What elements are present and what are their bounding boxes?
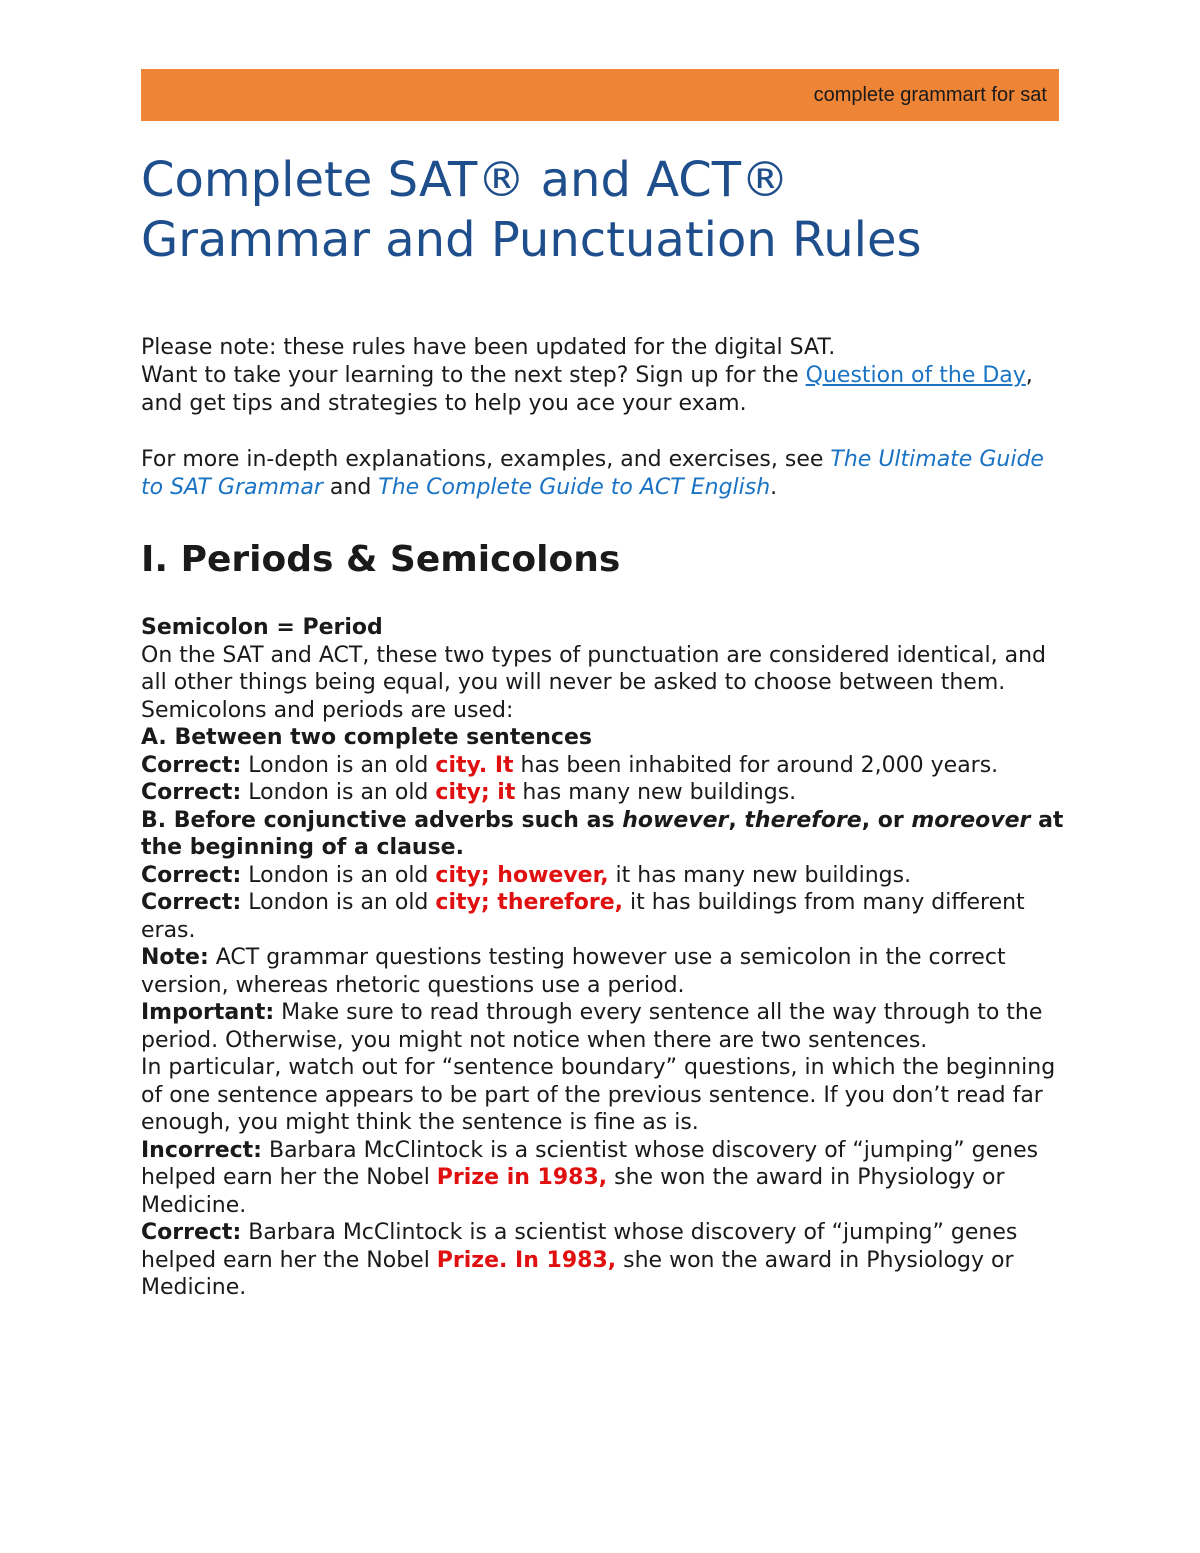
more-text-after: .: [770, 475, 778, 500]
example-3: [141, 862, 1071, 890]
correct-label: Correct:: [141, 752, 242, 778]
example-text: London is an old: [241, 862, 436, 888]
more-resources-paragraph: [141, 446, 1071, 502]
note-label: Note:: [141, 945, 209, 970]
rule-b-word: moreover: [911, 807, 1031, 833]
example-6: [141, 1219, 1071, 1302]
correct-label: Correct:: [141, 780, 242, 805]
correct-label: Correct:: [141, 862, 242, 888]
note-paragraph: [141, 944, 1071, 999]
example-text: has many new buildings.: [515, 780, 797, 805]
document-content: [141, 150, 1071, 1302]
important-label: Important:: [141, 1000, 275, 1025]
example-text: she won the award in Physiology or Medicine.: [141, 1165, 1005, 1218]
rule-b-text: ,: [728, 807, 745, 833]
cta-text-after: , and get tips and strategies to help you ace your exam.: [141, 363, 1033, 416]
cta-paragraph: [141, 362, 1071, 418]
example-text: Barbara McClintock is a scientist whose discovery of “jumping” genes helped earn her the Nobel: [141, 1220, 1018, 1273]
paragraph-used: Semicolons and periods are used:: [141, 697, 514, 723]
highlight-red: Prize. In 1983,: [436, 1247, 617, 1273]
header-bar: [141, 69, 1059, 121]
incorrect-label: Incorrect:: [141, 1137, 262, 1163]
sentence-boundary-paragraph: In particular, watch out for “sentence boundary” questions, in which the beginning of one sentence appears to be part of the previous sentence. If you don’t read far enough, you might think the sentence is fine as is.: [141, 1055, 1056, 1135]
complete-guide-act-link[interactable]: The Complete Guide to ACT English: [378, 475, 771, 500]
example-text: has been inhabited for around 2,000 years.: [513, 752, 999, 778]
title-line-1: Complete SAT® and ACT®: [141, 152, 790, 208]
header-text: complete grammart for sat: [813, 83, 1047, 106]
example-text: London is an old: [241, 752, 436, 778]
more-text-mid: and: [329, 475, 379, 500]
example-4: [141, 889, 1071, 944]
example-text: London is an old: [241, 780, 436, 805]
note-text: ACT grammar questions testing however use a semicolon in the correct version, whereas rhetoric questions use a period.: [141, 945, 1006, 998]
rule-b-text: at the beginning of a clause.: [141, 807, 1064, 860]
subtitle-semicolon-period: Semicolon = Period: [141, 615, 383, 640]
highlight-red: city. It: [435, 752, 514, 778]
paragraph-identical: On the SAT and ACT, these two types of punctuation are considered identical, and all other things being equal, you will never be asked to choose between them.: [141, 642, 1046, 695]
example-text: she won the award in Physiology or Medicine.: [141, 1247, 1014, 1300]
cta-text-before: Want to take your learning to the next step? Sign up for the: [141, 363, 806, 388]
rule-b-word: therefore: [744, 807, 862, 833]
question-of-the-day-link[interactable]: Question of the Day: [805, 363, 1026, 388]
digital-sat-note: Please note: these rules have been updated for the digital SAT.: [141, 335, 836, 360]
ultimate-guide-sat-link[interactable]: The Ultimate Guide to SAT Grammar: [141, 447, 1044, 500]
example-text: Barbara McClintock is a scientist whose discovery of “jumping” genes helped earn her the Nobel: [141, 1137, 1039, 1190]
correct-label: Correct:: [141, 890, 242, 915]
intro: [141, 334, 1071, 502]
example-text: London is an old: [241, 890, 436, 915]
rule-b-word: however: [622, 807, 729, 833]
rule-b-text: B. Before conjunctive adverbs such as: [141, 807, 623, 833]
document-title: [141, 150, 1071, 270]
title-line-2: Grammar and Punctuation Rules: [141, 212, 922, 268]
important-paragraph: [141, 999, 1071, 1054]
example-5: [141, 1137, 1071, 1220]
example-text: it has many new buildings.: [608, 862, 912, 888]
important-text: Make sure to read through every sentence all the way through to the period. Otherwise, you might not notice when there are two sentences.: [141, 1000, 1043, 1053]
correct-label: Correct:: [141, 1220, 242, 1245]
rule-b: [141, 807, 1071, 862]
section-title: I. Periods & Semicolons: [141, 539, 621, 580]
rule-b-text: , or: [861, 807, 912, 833]
highlight-red: city; however,: [435, 862, 609, 888]
highlight-red: Prize in 1983,: [436, 1165, 608, 1190]
rule-a: A. Between two complete sentences: [141, 725, 592, 750]
example-text: it has buildings from many different eras.: [141, 890, 1025, 943]
highlight-red: city; it: [435, 780, 516, 805]
example-1: [141, 752, 1071, 780]
section-body: [141, 614, 1071, 1302]
more-text-before: For more in-depth explanations, examples, and exercises, see: [141, 447, 831, 472]
highlight-red: city; therefore,: [435, 890, 623, 915]
example-2: [141, 779, 1071, 807]
